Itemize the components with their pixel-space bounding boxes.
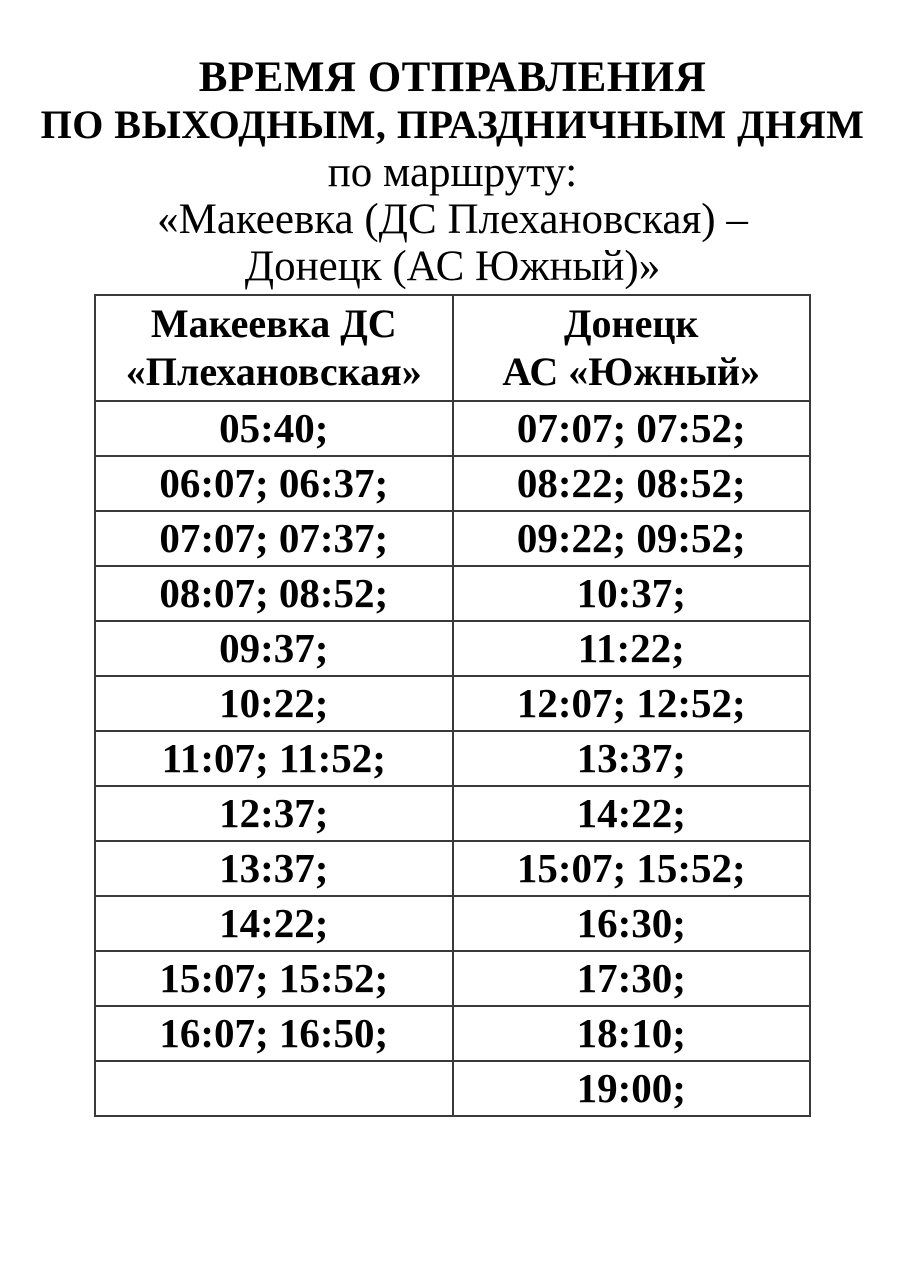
table-row: [95, 511, 810, 566]
time-cell: 12:37;: [95, 786, 453, 841]
time-cell: 16:30;: [453, 896, 811, 951]
column-header-makeevka: [95, 295, 453, 401]
time-cell: 09:22; 09:52;: [453, 511, 811, 566]
table-header: [95, 295, 810, 401]
time-cell: 09:37;: [95, 621, 453, 676]
column-header-makeevka-line2: «Плехановская»: [125, 349, 422, 394]
column-header-donetsk: [453, 295, 811, 401]
departure-times-table: [94, 294, 811, 1117]
schedule-table-body: [95, 401, 810, 1116]
table-row: [95, 456, 810, 511]
table-row: [95, 401, 810, 456]
time-cell: 13:37;: [95, 841, 453, 896]
time-cell: 14:22;: [95, 896, 453, 951]
time-cell: [95, 1061, 453, 1116]
table-row: [95, 951, 810, 1006]
column-header-donetsk-line1: Донецк: [564, 301, 699, 346]
time-cell: 10:37;: [453, 566, 811, 621]
time-cell: 18:10;: [453, 1006, 811, 1061]
table-header-row: [95, 295, 810, 401]
time-cell: 17:30;: [453, 951, 811, 1006]
column-header-makeevka-line1: Макеевка ДС: [150, 301, 397, 346]
route-name-line2: Донецк (АС Южный)»: [244, 243, 661, 290]
time-cell: 14:22;: [453, 786, 811, 841]
time-cell: 16:07; 16:50;: [95, 1006, 453, 1061]
time-cell: 06:07; 06:37;: [95, 456, 453, 511]
route-intro: по маршруту:: [327, 149, 578, 196]
table-row: [95, 1006, 810, 1061]
time-cell: 08:22; 08:52;: [453, 456, 811, 511]
table-row: [95, 896, 810, 951]
page-subtitle-days: ПО ВЫХОДНЫМ, ПРАЗДНИЧНЫМ ДНЯМ: [40, 102, 865, 147]
time-cell: 08:07; 08:52;: [95, 566, 453, 621]
table-row: [95, 1061, 810, 1116]
table-row: [95, 786, 810, 841]
time-cell: 10:22;: [95, 676, 453, 731]
table-row: [95, 676, 810, 731]
time-cell: 13:37;: [453, 731, 811, 786]
time-cell: 15:07; 15:52;: [453, 841, 811, 896]
route-name-line1: «Макеевка (ДС Плехановская) –: [157, 196, 748, 243]
time-cell: 07:07; 07:52;: [453, 401, 811, 456]
table-row: [95, 731, 810, 786]
time-cell: 11:07; 11:52;: [95, 731, 453, 786]
time-cell: 05:40;: [95, 401, 453, 456]
time-cell: 07:07; 07:37;: [95, 511, 453, 566]
time-cell: 11:22;: [453, 621, 811, 676]
time-cell: 15:07; 15:52;: [95, 951, 453, 1006]
table-row: [95, 566, 810, 621]
table-row: [95, 841, 810, 896]
page-title: ВРЕМЯ ОТПРАВЛЕНИЯ: [198, 54, 707, 101]
page-header: [0, 0, 905, 290]
time-cell: 19:00;: [453, 1061, 811, 1116]
column-header-donetsk-line2: АС «Южный»: [502, 349, 761, 394]
time-cell: 12:07; 12:52;: [453, 676, 811, 731]
table-row: [95, 621, 810, 676]
